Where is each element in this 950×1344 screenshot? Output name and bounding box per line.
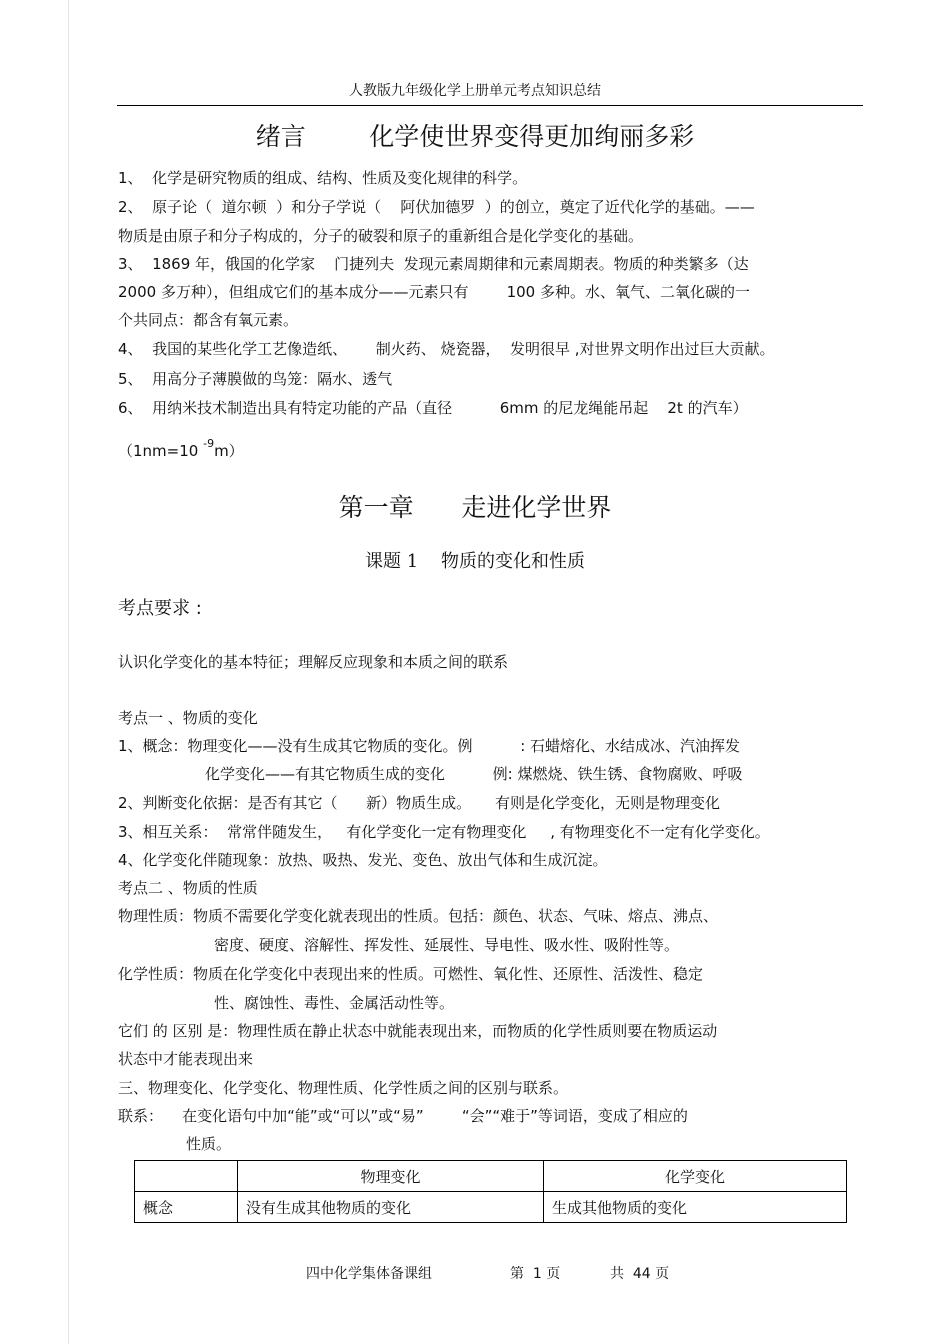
nm-prefix: （1nm=10 — [118, 442, 204, 460]
table-header-row — [135, 1161, 847, 1192]
intro-line: 3、 1869 年，俄国的化学家 门捷列夫 发现元素周期律和元素周期表。物质的种类繁多（达 — [118, 255, 749, 273]
body-line: 1、概念：物理变化——没有生成其它物质的变化。例 : 石蜡熔化、水结成冰、汽油挥发 — [118, 737, 741, 755]
page-header: 人教版九年级化学上册单元考点知识总结 — [349, 83, 601, 99]
intro-line: 1、 化学是研究物质的组成、结构、性质及变化规律的科学。 — [118, 169, 528, 187]
nm-suffix: m） — [214, 442, 244, 460]
intro-line: 2、 原子论（ 道尔顿 ）和分子学说（ 阿伏加德罗 ）的创立，奠定了近代化学的基础。—— — [118, 198, 755, 216]
table-cell: 生成其他物质的变化 — [544, 1192, 847, 1223]
footer-total-pages: 共 44 页 — [610, 1266, 670, 1282]
body-line: 2、判断变化依据：是否有其它（ 新）物质生成。 有则是化学变化，无则是物理变化 — [118, 794, 720, 812]
header-rule — [117, 105, 863, 106]
table-row — [135, 1192, 847, 1223]
table-cell: 概念 — [135, 1192, 238, 1223]
body-line: 物理性质：物质不需要化学变化就表现出的性质。包括：颜色、状态、气味、熔点、沸点、 — [118, 907, 719, 925]
body-line: 性、腐蚀性、毒性、金属活动性等。 — [214, 994, 455, 1012]
body-line: 性质。 — [186, 1135, 232, 1153]
body-line: 4、化学变化伴随现象：放热、吸热、发光、变色、放出气体和生成沉淀。 — [118, 851, 608, 869]
chapter-title: 第一章 走进化学世界 — [338, 493, 612, 522]
body-line: 状态中才能表现出来 — [118, 1050, 254, 1068]
table-header-cell: 化学变化 — [544, 1161, 847, 1192]
body-line: 化学变化——有其它物质生成的变化 例: 煤燃烧、铁生锈、食物腐败、呼吸 — [205, 765, 743, 783]
nm-unit-line — [118, 437, 244, 463]
intro-line: 物质是由原子和分子构成的，分子的破裂和原子的重新组合是化学变化的基础。 — [118, 227, 644, 245]
intro-line: 个共同点：都含有氧元素。 — [118, 311, 299, 329]
nm-exponent: -9 — [203, 437, 215, 450]
requirements-label: 考点要求 : — [118, 598, 202, 619]
comparison-table — [134, 1160, 847, 1223]
requirements-text: 认识化学变化的基本特征；理解反应现象和本质之间的联系 — [118, 653, 509, 671]
page-border — [68, 0, 69, 1344]
body-line: 三、物理变化、化学变化、物理性质、化学性质之间的区别与联系。 — [118, 1079, 569, 1097]
section-heading: 考点二 、物质的性质 — [118, 879, 258, 897]
body-line: 密度、硬度、溶解性、挥发性、延展性、导电性、吸水性、吸附性等。 — [214, 936, 680, 954]
body-line: 化学性质：物质在化学变化中表现出来的性质。可燃性、氧化性、还原性、活泼性、稳定 — [118, 965, 704, 983]
table-cell: 没有生成其他物质的变化 — [238, 1192, 544, 1223]
intro-line: 5、 用高分子薄膜做的鸟笼：隔水、透气 — [118, 370, 393, 388]
body-line: 联系： 在变化语句中加“能”或“可以”或“易” “会”“难于”等词语，变成了相应的 — [118, 1107, 688, 1125]
footer-page-number: 第 1 页 — [510, 1266, 561, 1282]
body-line: 它们 的 区别 是：物理性质在静止状态中就能表现出来，而物质的化学性质则要在物质运动 — [118, 1022, 718, 1040]
table-header-cell: 物理变化 — [238, 1161, 544, 1192]
footer-group: 四中化学集体备课组 — [306, 1266, 432, 1282]
intro-line: 6、 用纳米技术制造出具有特定功能的产品（直径 6mm 的尼龙绳能吊起 2t 的汽车） — [118, 399, 748, 417]
body-line: 3、相互关系： 常常伴随发生， 有化学变化一定有物理变化 , 有物理变化不一定有化学变化。 — [118, 823, 770, 841]
intro-line: 2000 多万种），但组成它们的基本成分——元素只有 100 多种。水、氧气、二氧化碳的一 — [118, 283, 750, 301]
intro-title: 绪言 化学使世界变得更加绚丽多彩 — [255, 122, 695, 151]
section-heading: 考点一 、物质的变化 — [118, 709, 258, 727]
table-header-cell — [135, 1161, 238, 1192]
intro-line: 4、 我国的某些化学工艺像造纸、 制火药、 烧瓷器， 发明很早 ,对世界文明作出过巨大贡献。 — [118, 340, 775, 358]
lesson-title: 课题 1 物质的变化和性质 — [364, 551, 586, 572]
